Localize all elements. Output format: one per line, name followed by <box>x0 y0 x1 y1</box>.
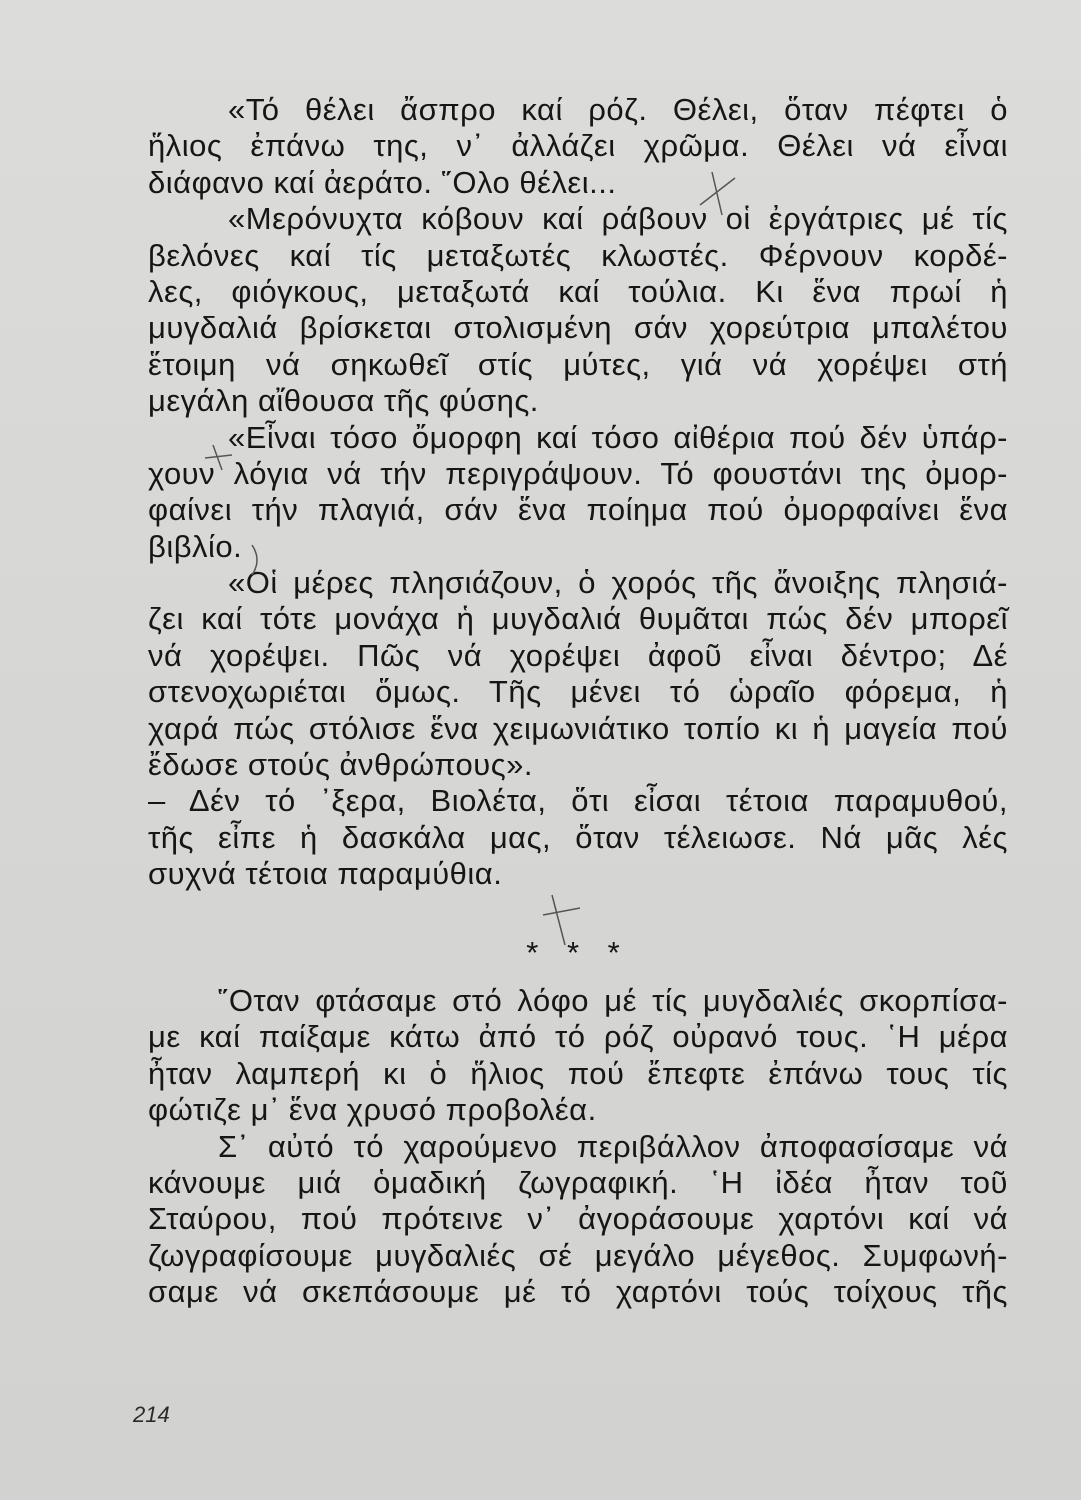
text-line: συχνά τέτοια παραμύθια. <box>148 856 503 892</box>
paragraph-1 <box>148 92 1008 201</box>
paragraph-dialogue <box>148 783 1008 892</box>
text-line: βιβλίο. <box>148 528 243 564</box>
page-body <box>148 92 1008 1311</box>
text-line: τῆς εἶπε ἡ δασκάλα μας, ὅταν τέλειωσε. Νά μᾶς λές <box>148 819 1008 855</box>
text-line: ἔδωσε στούς ἀνθρώπους». <box>148 747 534 783</box>
text-line: με καί παίξαμε κάτω ἀπό τό ρόζ οὐρανό τους. ῾Η μέρα <box>148 1019 1008 1055</box>
section-break: * * * <box>526 934 630 970</box>
text-line: φαίνει τήν πλαγιά, σάν ἕνα ποίημα πού ὀμορφαίνει ἕνα <box>148 492 1008 528</box>
text-line: κάνουμε μιά ὁμαδική ζωγραφική. ῾Η ἰδέα ἦταν τοῦ <box>148 1164 1008 1200</box>
text-line: μεγάλη αἴθουσα τῆς φύσης. <box>148 383 539 419</box>
text-line: «Οἱ μέρες πλησιάζουν, ὁ χορός τῆς ἄνοιξης πλησιά- <box>228 565 1008 601</box>
paragraph-2 <box>148 201 1008 419</box>
text-line: ῞Οταν φτάσαμε στό λόφο μέ τίς μυγδαλιές σκορπίσα- <box>218 982 1008 1018</box>
text-line: νά χορέψει. Πῶς νά χορέψει ἀφοῦ εἶναι δέντρο; Δέ <box>148 637 1008 673</box>
text-line: ἥλιος ἐπάνω της, ν᾽ ἀλλάζει χρῶμα. Θέλει νά εἶναι <box>148 128 1008 164</box>
text-line: χαρά πώς στόλισε ἕνα χειμωνιάτικο τοπίο κι ἡ μαγεία πού <box>148 710 1008 746</box>
paragraph-6 <box>148 983 1008 1129</box>
text-line: βελόνες καί τίς μεταξωτές κλωστές. Φέρνουν κορδέ- <box>148 237 1008 273</box>
text-line: ζωγραφίσουμε μυγδαλιές σέ μεγάλο μέγεθος. Συμφωνή- <box>148 1237 1008 1273</box>
text-line: μυγδαλιά βρίσκεται στολισμένη σάν χορεύτρια μπαλέτου <box>148 310 1008 346</box>
text-line: λες, φιόγκους, μεταξωτά καί τούλια. Κι ἕνα πρωί ἡ <box>148 273 1008 309</box>
text-line: Σταύρου, πού πρότεινε ν᾽ ἀγοράσουμε χαρτόνι καί νά <box>148 1201 1008 1237</box>
text-line: Σ᾽ αὐτό τό χαρούμενο περιβάλλον ἀποφασίσαμε νά <box>218 1128 1008 1164</box>
text-line: διάφανο καί ἀεράτο. ῞Ολο θέλει... <box>148 164 617 200</box>
paragraph-7 <box>148 1129 1008 1311</box>
text-line: «Μερόνυχτα κόβουν καί ράβουν οἱ ἐργάτριες μέ τίς <box>228 201 1008 237</box>
paragraph-4 <box>148 565 1008 783</box>
text-line: «Εἶναι τόσο ὄμορφη καί τόσο αἰθέρια πού δέν ὑπάρ- <box>228 419 1008 455</box>
text-line: σαμε νά σκεπάσουμε μέ τό χαρτόνι τούς τοίχους τῆς <box>148 1274 1008 1310</box>
paragraph-3 <box>148 420 1008 566</box>
page-number: 214 <box>133 1402 170 1427</box>
text-line: φώτιζε μ᾽ ἕνα χρυσό προβολέα. <box>148 1092 597 1128</box>
text-line: ἕτοιμη νά σηκωθεῖ στίς μύτες, γιά νά χορέψει στή <box>148 346 1008 382</box>
text-line: στενοχωριέται ὅμως. Τῆς μένει τό ὡραῖο φόρεμα, ἡ <box>148 674 1008 710</box>
text-line: ἦταν λαμπερή κι ὁ ἥλιος πού ἔπεφτε ἐπάνω τους τίς <box>148 1055 1008 1091</box>
text-line: χουν λόγια νά τήν περιγράψουν. Τό φουστάνι της ὀμορ- <box>148 455 1008 491</box>
text-line: «Τό θέλει ἄσπρο καί ρόζ. Θέλει, ὅταν πέφτει ὁ <box>228 92 1008 127</box>
text-line: ζει καί τότε μονάχα ἡ μυγδαλιά θυμᾶται πώς δέν μπορεῖ <box>148 601 1008 637</box>
text-line: – Δέν τό ᾽ξερα, Βιολέτα, ὅτι εἶσαι τέτοια παραμυθού, <box>148 783 1008 819</box>
